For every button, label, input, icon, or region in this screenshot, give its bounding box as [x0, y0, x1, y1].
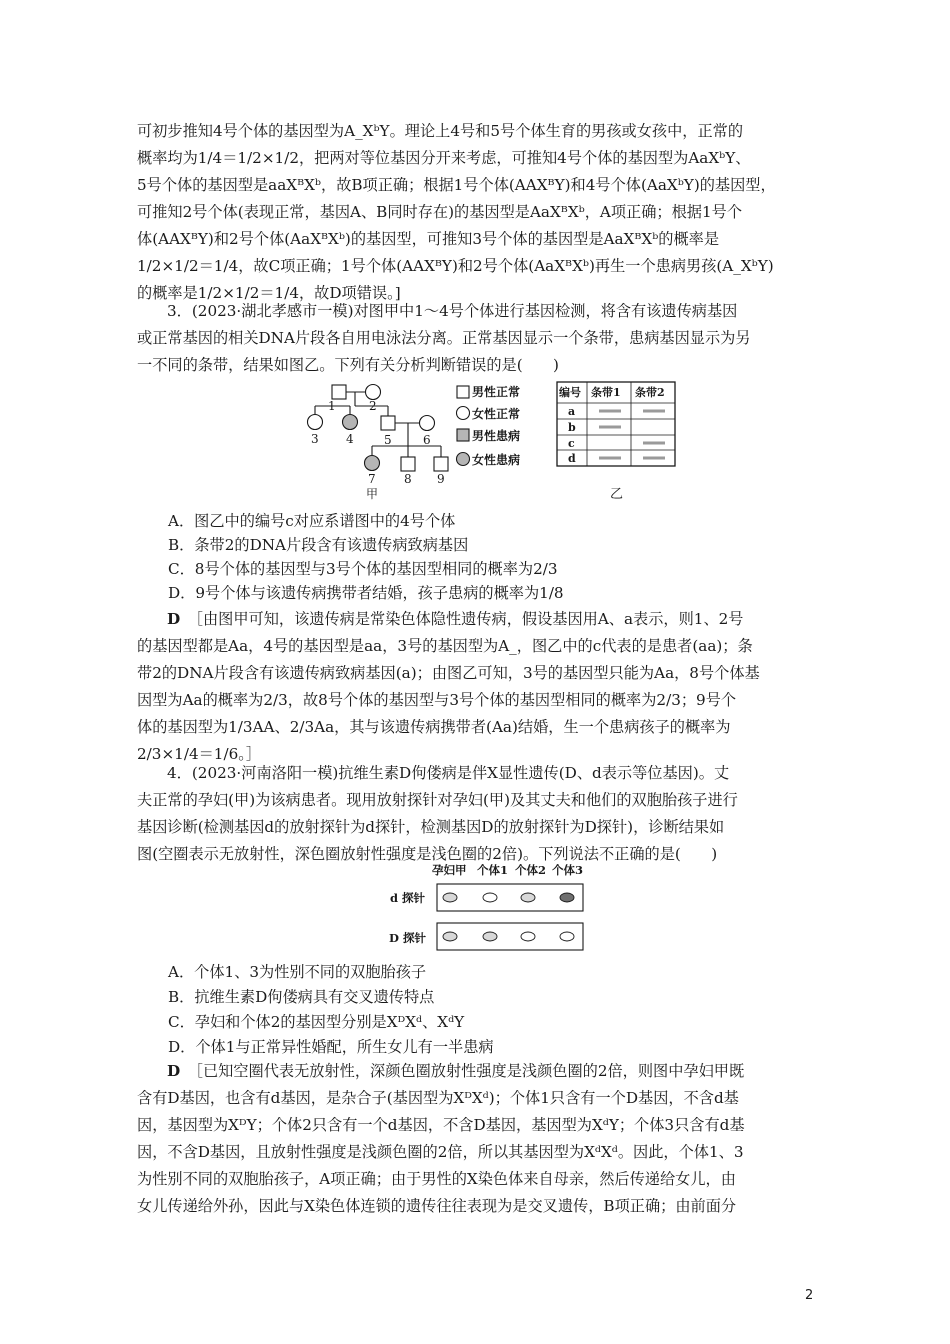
answer-letter: D	[167, 1062, 181, 1080]
band-mark-c-band2	[643, 442, 665, 445]
table-row-id: b	[568, 421, 576, 434]
probe-d-spot-1-light	[443, 893, 457, 902]
pedigree-id: 2	[369, 399, 377, 413]
pedigree-id: 7	[368, 472, 376, 486]
table-header: 编号	[559, 386, 581, 399]
probe-figure	[380, 862, 600, 956]
individual-9-male-normal	[434, 457, 448, 471]
probe-column-label: 孕妇甲	[432, 863, 467, 877]
question-3-option-b[interactable]: B．条带2的DNA片段含有该遗传病致病基因	[168, 536, 469, 554]
text-line: 5号个体的基因型是aaXᴮXᵇ，故B项正确；根据1号个体(AAXᴮY)和4号个体(AaXᵇY)的基因型，	[137, 176, 776, 194]
text-line: 1/2×1/2＝1/4，故C项正确；1号个体(AAXᴮY)和2号个体(AaXᴮXᵇ)再生一个患病男孩(A_XᵇY)	[137, 257, 774, 275]
question-4-option-b[interactable]: B．抗维生素D佝偻病具有交叉遗传特点	[168, 988, 435, 1006]
individual-7-female-affected	[365, 456, 380, 471]
table-row-id: c	[568, 437, 575, 450]
text-line: 夫正常的孕妇(甲)为该病患者。现用放射探针对孕妇(甲)及其丈夫和他们的双胞胎孩子进行	[137, 791, 738, 809]
table-row-id: a	[568, 405, 576, 418]
probe-row-label-D: D 探针	[389, 931, 426, 945]
band-mark-a-band1	[599, 410, 621, 413]
probe-column-label: 个体1	[477, 863, 509, 877]
text-line: 体(AAXᴮY)和2号个体(AaXᴮXᵇ)的基因型，可推知3号个体的基因型是AaXᴮXᵇ的概率是	[137, 230, 720, 248]
text-line: 图(空圈表示无放射性，深色圈放射性强度是浅色圈的2倍)。下列说法不正确的是( )	[137, 845, 718, 863]
text-line: 的概率是1/2×1/2＝1/4，故D项错误。]	[137, 284, 401, 302]
figure-caption-yi: 乙	[610, 487, 624, 502]
figure-caption-jia: 甲	[366, 487, 379, 501]
question-4-option-c[interactable]: C．孕妇和个体2的基因型分别是XᴰXᵈ、XᵈY	[168, 1013, 465, 1031]
text-line: 体的基因型为1/3AA、2/3Aa，其与该遗传病携带者(Aa)结婚，生一个患病孩子的概率为	[137, 718, 731, 736]
table-row-id: d	[568, 452, 576, 465]
question-3-option-a[interactable]: A．图乙中的编号c对应系谱图中的4号个体	[168, 512, 456, 530]
legend-male-affected-icon	[457, 429, 469, 441]
individual-2-female-normal	[366, 385, 381, 400]
text-line: 因，基因型为XᴰY；个体2只含有一个d基因，不含D基因，基因型为XᵈY；个体3只含有d基	[137, 1116, 745, 1134]
answer-letter: D	[167, 610, 181, 628]
probe-d-spot-4-dark	[560, 893, 574, 902]
legend-label: 男性患病	[472, 429, 521, 443]
probe-D-spot-3-empty	[521, 932, 535, 941]
probe-column-label: 个体3	[552, 863, 584, 877]
band-table-figure	[555, 380, 685, 504]
probe-column-label: 个体2	[515, 863, 547, 877]
text-line: 基因诊断(检测基因d的放射探针为d探针，检测基因D的放射探针为D探针)，诊断结果如	[137, 818, 725, 836]
probe-d-spot-3-light	[521, 893, 535, 902]
text-line: ［已知空圈代表无放射性，深颜色圈放射性强度是浅颜色圈的2倍，则图中孕妇甲既	[195, 1062, 745, 1080]
pedigree-id: 4	[346, 432, 354, 446]
probe-D-spot-2-light	[483, 932, 497, 941]
individual-3-female-normal	[308, 415, 323, 430]
pedigree-id: 9	[437, 472, 445, 486]
probe-d-spot-2-empty	[483, 893, 497, 902]
individual-5-male-normal	[381, 416, 395, 430]
band-mark-d-band1	[599, 457, 621, 460]
pedigree-id: 3	[311, 432, 319, 446]
legend-label: 男性正常	[472, 385, 521, 399]
text-line: 一不同的条带，结果如图乙。下列有关分析判断错误的是( )	[137, 356, 559, 374]
individual-6-female-normal	[420, 416, 435, 431]
text-line: ［由图甲可知，该遗传病是常染色体隐性遗传病，假设基因用A、a表示，则1、2号	[195, 610, 744, 628]
question-4-stem	[137, 760, 817, 868]
individual-4-female-affected	[343, 415, 358, 430]
text-line: 可推知2号个体(表现正常，基因A、B同时存在)的基因型是AaXᴮXᵇ，A项正确；根据1号个	[137, 203, 743, 221]
question-3-answer	[137, 606, 817, 768]
text-line: 可初步推知4号个体的基因型为A_XᵇY。理论上4号和5号个体生育的男孩或女孩中，正常的	[137, 122, 744, 140]
legend-female-affected-icon	[457, 453, 470, 466]
table-header: 条带1	[591, 386, 621, 399]
pedigree-id: 6	[423, 433, 431, 447]
pedigree-id: 1	[328, 399, 336, 413]
question-4-answer	[137, 1058, 817, 1220]
legend-label: 女性患病	[472, 453, 521, 467]
text-line: 女儿传递给外孙，因此与X染色体连锁的遗传往往表现为是交叉遗传，B项正确；由前面分	[137, 1197, 737, 1215]
question-3-stem	[137, 298, 817, 379]
pedigree-figure	[300, 378, 540, 502]
legend-female-normal-icon	[457, 407, 470, 420]
individual-8-male-normal	[401, 457, 415, 471]
band-mark-b-band1	[599, 426, 621, 429]
page-number: 2	[805, 1288, 814, 1303]
probe-row-label-d: d 探针	[390, 891, 426, 905]
text-line: 的基因型都是Aa，4号的基因型是aa，3号的基因型为A_，图乙中的c代表的是患者(aa)；条	[137, 637, 753, 655]
question-4-option-a[interactable]: A．个体1、3为性别不同的双胞胎孩子	[168, 963, 427, 981]
probe-D-spot-1-light	[443, 932, 457, 941]
band-mark-d-band2	[643, 457, 665, 460]
probe-D-spot-4-empty	[560, 932, 574, 941]
band-mark-a-band2	[643, 410, 665, 413]
question-3-option-d[interactable]: D．9号个体与该遗传病携带者结婚，孩子患病的概率为1/8	[168, 584, 564, 602]
legend-label: 女性正常	[472, 407, 521, 421]
text-line: 2/3×1/4＝1/6。］	[137, 745, 262, 763]
pedigree-id: 8	[404, 472, 412, 486]
text-line: 概率均为1/4＝1/2×1/2，把两对等位基因分开来考虑，可推知4号个体的基因型为AaXᵇY、	[137, 149, 751, 167]
text-line: 因型为Aa的概率为2/3，故8号个体的基因型与3号个体的基因型相同的概率为2/3；9号个	[137, 691, 737, 709]
text-line: 3．(2023·湖北孝感市一模)对图甲中1～4号个体进行基因检测，将含有该遗传病基因	[167, 302, 738, 320]
individual-1-male-normal	[332, 385, 346, 399]
pedigree-id: 5	[384, 433, 392, 447]
legend-male-normal-icon	[457, 386, 469, 398]
question-3-option-c[interactable]: C．8号个体的基因型与3号个体的基因型相同的概率为2/3	[168, 560, 558, 578]
question-4-option-d[interactable]: D．个体1与正常异性婚配，所生女儿有一半患病	[168, 1038, 494, 1056]
text-line: 含有D基因，也含有d基因，是杂合子(基因型为XᴰXᵈ)；个体1只含有一个D基因，不含d基	[137, 1089, 739, 1107]
text-line: 因，不含D基因，且放射性强度是浅颜色圈的2倍，所以其基因型为XᵈXᵈ。因此，个体1、3	[137, 1143, 744, 1161]
text-line: 4．(2023·河南洛阳一模)抗维生素D佝偻病是伴X显性遗传(D、d表示等位基因)。丈	[167, 764, 730, 782]
intro-paragraph	[137, 118, 817, 307]
text-line: 为性别不同的双胞胎孩子，A项正确；由于男性的X染色体来自母亲，然后传递给女儿，由	[137, 1170, 736, 1188]
text-line: 或正常基因的相关DNA片段各自用电泳法分离。正常基因显示一个条带，患病基因显示为另	[137, 329, 751, 347]
text-line: 带2的DNA片段含有该遗传病致病基因(a)；由图乙可知，3号的基因型只能为Aa，8号个体基	[137, 664, 760, 682]
table-header: 条带2	[635, 386, 665, 399]
